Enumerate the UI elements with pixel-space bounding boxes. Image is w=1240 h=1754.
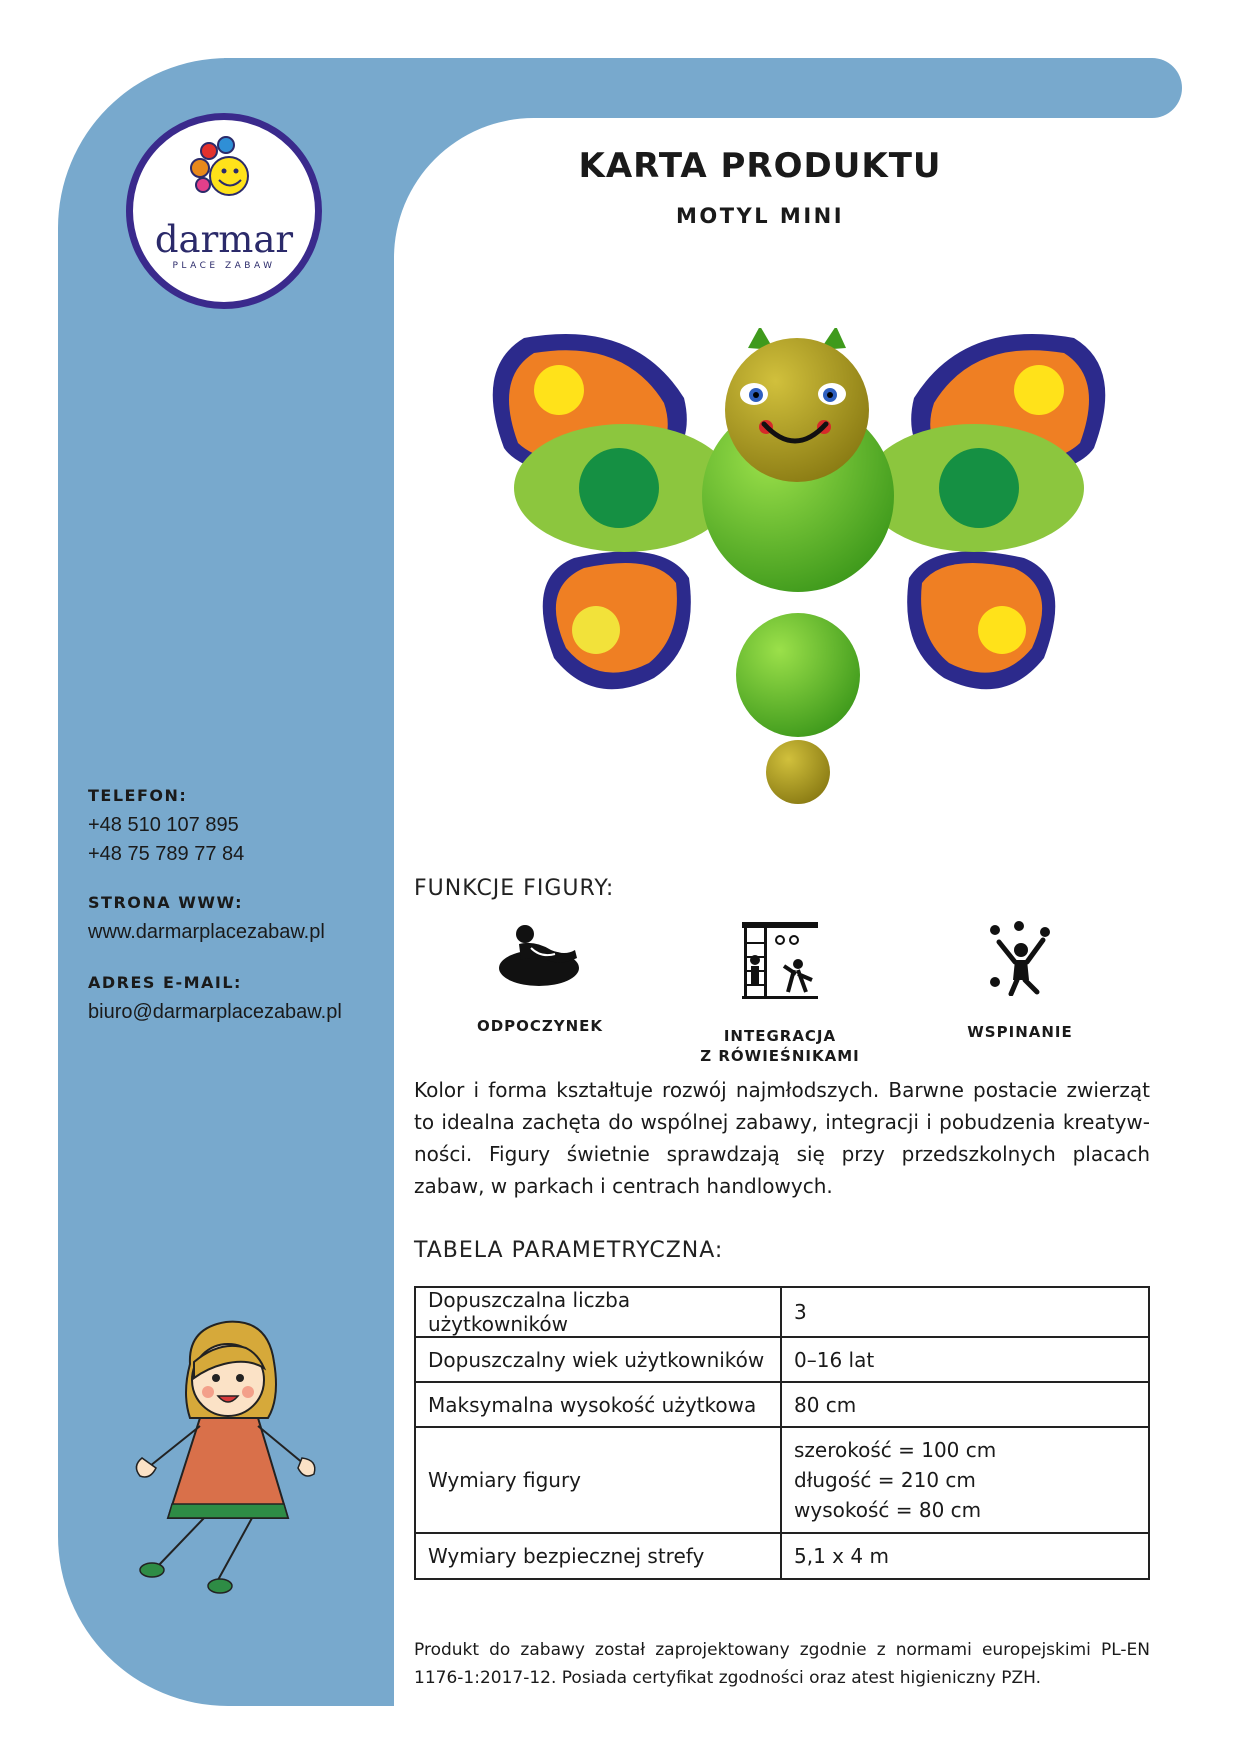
certification-note: Produkt do zabawy został zaprojektowany zgodnie z normami europejskimi PL-EN 1176-1:2017-12. Posiada certyfikat zgodności oraz atest higieniczny PZH.	[414, 1640, 1150, 1688]
param-value-line: szerokość = 100 cm	[794, 1438, 997, 1462]
function-label: INTEGRACJA Z RÓWIEŚNIKAMI	[700, 1027, 860, 1065]
contact-www-block	[88, 893, 388, 947]
rest-icon	[495, 920, 585, 990]
parameter-table	[414, 1286, 1150, 1580]
product-name: MOTYL MINI	[675, 204, 845, 228]
param-key: Dopuszczalny wiek użytkowników	[415, 1337, 781, 1382]
page-title: KARTA PRODUKTU	[578, 146, 942, 186]
param-value: 5,1 x 4 m	[781, 1533, 1149, 1579]
table-row	[415, 1533, 1149, 1579]
logo-balls-icon	[133, 120, 315, 302]
girl-illustration	[128, 1318, 358, 1618]
table-heading: TABELA PARAMETRYCZNA:	[414, 1238, 724, 1263]
table-row	[415, 1287, 1149, 1337]
param-key: Wymiary figury	[415, 1427, 781, 1533]
email-label: ADRES E-MAIL:	[88, 973, 242, 992]
logo-tagline: PLACE ZABAW	[172, 261, 276, 271]
top-band	[224, 58, 1182, 118]
contact-phone-block	[88, 786, 388, 869]
table-row	[415, 1382, 1149, 1427]
param-value	[781, 1427, 1149, 1533]
website-link[interactable]: www.darmarplacezabaw.pl	[88, 921, 325, 943]
integration-icon	[740, 920, 820, 1000]
phone-label: TELEFON:	[88, 786, 188, 805]
param-value-line: wysokość = 80 cm	[794, 1498, 982, 1522]
phone-number[interactable]: +48 75 789 77 84	[88, 843, 245, 865]
param-key: Wymiary bezpiecznej strefy	[415, 1533, 781, 1579]
product-description: Kolor i forma kształtuje rozwój najmłodszych. Barwne postacie zwierząt to idealna zachęta do wspólnej zabawy, integracji i pobudzenia kreatywności. Figury świetnie sprawdzają się przy przedszkolnych placach zabaw, w parkach i centrach handlowych.	[414, 1078, 1150, 1198]
param-value: 80 cm	[781, 1382, 1149, 1427]
email-link[interactable]: biuro@darmarplacezabaw.pl	[88, 1001, 342, 1023]
param-value: 3	[781, 1287, 1149, 1337]
table-row	[415, 1427, 1149, 1533]
butterfly-product-image	[484, 328, 1114, 818]
darmar-logo	[126, 113, 322, 309]
functions-heading: FUNKCJE FIGURY:	[414, 876, 615, 901]
climbing-icon	[985, 920, 1055, 996]
logo-name: darmar	[154, 218, 294, 261]
param-value: 0–16 lat	[781, 1337, 1149, 1382]
contact-email-block	[88, 973, 388, 1027]
param-value-line: długość = 210 cm	[794, 1468, 976, 1492]
table-row	[415, 1337, 1149, 1382]
param-key: Maksymalna wysokość użytkowa	[415, 1382, 781, 1427]
function-label: WSPINANIE	[967, 1023, 1073, 1041]
www-label: STRONA WWW:	[88, 893, 244, 912]
function-rest	[430, 920, 650, 1036]
param-key: Dopuszczalna liczba użytkowników	[415, 1287, 781, 1337]
function-climbing	[910, 920, 1130, 1042]
phone-number[interactable]: +48 510 107 895	[88, 814, 239, 836]
function-label: ODPOCZYNEK	[476, 1017, 604, 1035]
function-integration	[670, 920, 890, 1066]
